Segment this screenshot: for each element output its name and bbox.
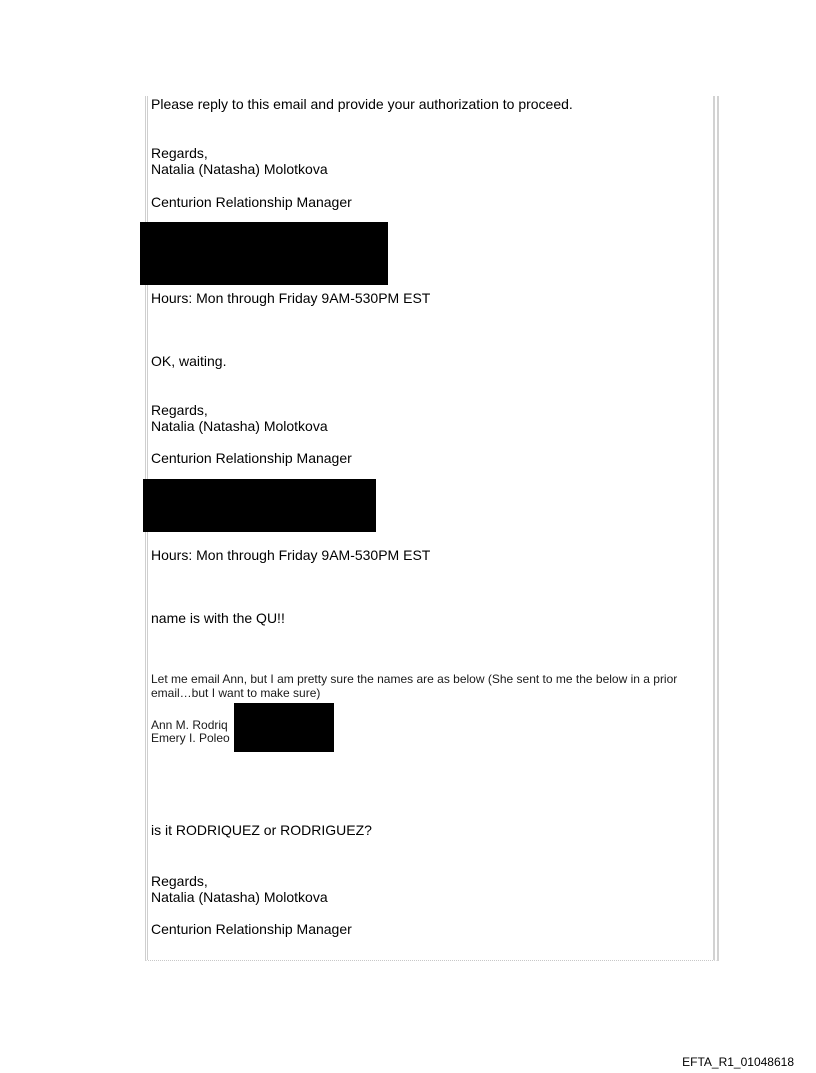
message4-name1: Ann M. Rodriq (151, 718, 228, 732)
message1-sender-name: Natalia (Natasha) Molotkova (151, 161, 328, 177)
message5-body: is it RODRIQUEZ or RODRIGUEZ? (151, 822, 372, 838)
redaction-block (140, 222, 388, 285)
message2-body: OK, waiting. (151, 353, 227, 369)
message1-closing: Regards, (151, 145, 208, 161)
message2-closing: Regards, (151, 402, 208, 418)
message3-body: name is with the QU!! (151, 610, 285, 626)
message5-sender-name: Natalia (Natasha) Molotkova (151, 889, 328, 905)
message2-sender-title: Centurion Relationship Manager (151, 450, 352, 466)
redaction-block (234, 703, 334, 752)
message2-hours: Hours: Mon through Friday 9AM-530PM EST (151, 547, 431, 563)
message1-sender-title: Centurion Relationship Manager (151, 194, 352, 210)
message4-name2: Emery I. Poleo (151, 731, 230, 745)
message1-body: Please reply to this email and provide your authorization to proceed. (151, 96, 573, 112)
document-id: EFTA_R1_01048618 (682, 1055, 794, 1069)
message4-body-line2: email…but I want to make sure) (151, 686, 321, 700)
message5-closing: Regards, (151, 873, 208, 889)
message4-body-line1: Let me email Ann, but I am pretty sure the names are as below (She sent to me the below in a prior (151, 672, 678, 686)
message5-sender-title: Centurion Relationship Manager (151, 921, 352, 937)
message1-hours: Hours: Mon through Friday 9AM-530PM EST (151, 290, 431, 306)
message2-sender-name: Natalia (Natasha) Molotkova (151, 418, 328, 434)
redaction-block (143, 479, 376, 532)
